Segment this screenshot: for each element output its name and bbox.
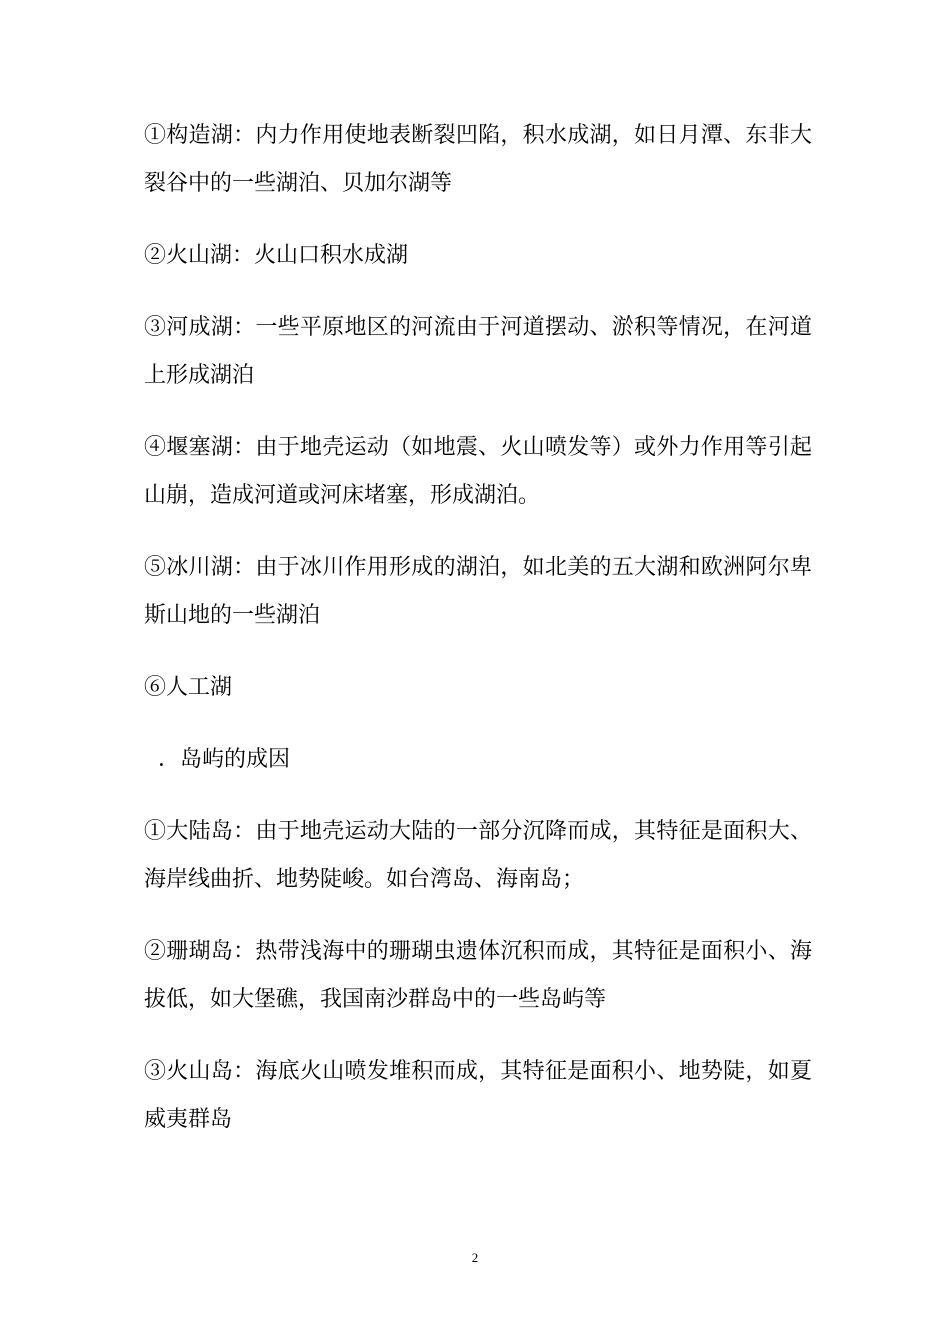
paragraph-volcanic-island: ③火山岛：海底火山喷发堆积而成，其特征是面积小、地势陡，如夏威夷群岛 [144,1059,812,1132]
paragraph-continental-island: ①大陆岛：由于地壳运动大陆的一部分沉降而成，其特征是面积大、海岸线曲折、地势陡峻。如台湾岛、海南岛； [144,819,812,892]
paragraph-glacial-lake: ⑤冰川湖：由于冰川作用形成的湖泊，如北美的五大湖和欧洲阿尔卑斯山地的一些湖泊 [144,555,812,628]
document-body [144,112,812,1168]
page-number: 2 [471,1250,479,1265]
paragraph-river-lake: ③河成湖：一些平原地区的河流由于河道摆动、淤积等情况，在河道上形成湖泊 [144,315,812,388]
section-heading-island-origins: ．岛屿的成因 [158,747,291,772]
paragraph-coral-island: ②珊瑚岛：热带浅海中的珊瑚虫遗体沉积而成，其特征是面积小、海拔低，如大堡礁，我国南沙群岛中的一些岛屿等 [144,939,812,1012]
paragraph-barrier-lake: ④堰塞湖：由于地壳运动（如地震、火山喷发等）或外力作用等引起山崩，造成河道或河床堵塞，形成湖泊。 [144,435,812,508]
paragraph-artificial-lake: ⑥人工湖 [144,675,233,700]
paragraph-tectonic-lake: ①构造湖：内力作用使地表断裂凹陷，积水成湖，如日月潭、东非大裂谷中的一些湖泊、贝加尔湖等 [144,123,812,196]
paragraph-volcanic-lake: ②火山湖：火山口积水成湖 [144,243,409,268]
